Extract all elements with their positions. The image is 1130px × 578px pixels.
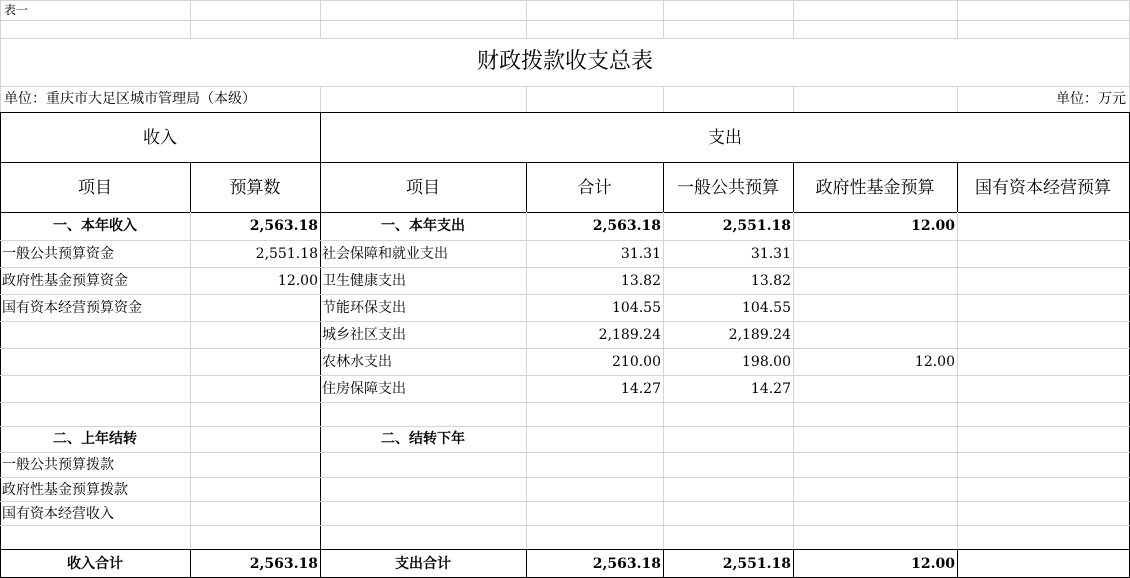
table-cell-inc-label: 国有资本经营收入 bbox=[2, 506, 114, 522]
table-cell-general: 2,189.24 bbox=[728, 327, 791, 343]
table-cell-general: 14.27 bbox=[750, 381, 791, 397]
fund-total-value: 12.00 bbox=[911, 556, 955, 572]
income-total-value: 2,563.18 bbox=[249, 556, 318, 572]
table-cell-exp-label: 社会保障和就业支出 bbox=[322, 246, 448, 262]
table-cell-total: 2,563.18 bbox=[592, 218, 661, 234]
col-header-total: 合计 bbox=[577, 178, 612, 198]
unit-right: 单位：万元 bbox=[1056, 91, 1126, 107]
table-cell-inc-label: 政府性基金预算拨款 bbox=[2, 482, 128, 498]
table-cell-exp-label: 节能环保支出 bbox=[322, 300, 406, 316]
col-header-state: 国有资本经营预算 bbox=[975, 178, 1111, 198]
table-cell-total: 14.27 bbox=[620, 381, 661, 397]
table-cell-exp-label: 城乡社区支出 bbox=[322, 327, 406, 343]
table-cell-general: 13.82 bbox=[750, 273, 791, 289]
expense-total-label: 支出合计 bbox=[395, 556, 451, 572]
income-header: 收入 bbox=[143, 128, 177, 148]
table-cell-exp-label: 一、本年支出 bbox=[381, 218, 465, 234]
table-cell-inc-label: 二、上年结转 bbox=[53, 431, 137, 447]
expense-header: 支出 bbox=[708, 128, 742, 148]
col-header-item: 项目 bbox=[78, 178, 112, 198]
table-cell-inc-value: 2,551.18 bbox=[255, 246, 318, 262]
col-header-item2: 项目 bbox=[406, 178, 440, 198]
table-cell-general: 2,551.18 bbox=[722, 218, 791, 234]
table-cell-total: 2,189.24 bbox=[598, 327, 661, 343]
table-cell-exp-label: 住房保障支出 bbox=[322, 381, 406, 397]
table-cell-total: 104.55 bbox=[612, 300, 661, 316]
table-cell-inc-label: 一、本年收入 bbox=[53, 218, 137, 234]
table-cell-general: 198.00 bbox=[742, 354, 791, 370]
table-cell-fund: 12.00 bbox=[914, 354, 955, 370]
table-cell-general: 104.55 bbox=[742, 300, 791, 316]
general-total-value: 2,551.18 bbox=[722, 556, 791, 572]
table-cell-exp-label: 二、结转下年 bbox=[381, 431, 465, 447]
table-cell-total: 13.82 bbox=[620, 273, 661, 289]
table-cell-total: 31.31 bbox=[620, 246, 661, 262]
expense-total-value: 2,563.18 bbox=[592, 556, 661, 572]
unit-left: 单位：重庆市大足区城市管理局（本级） bbox=[4, 91, 256, 107]
table-cell-inc-label: 一般公共预算拨款 bbox=[2, 457, 114, 473]
col-header-general: 一般公共预算 bbox=[677, 178, 779, 198]
income-total-label: 收入合计 bbox=[67, 556, 123, 572]
page-title: 财政拨款收支总表 bbox=[476, 49, 653, 74]
table-cell-general: 31.31 bbox=[750, 246, 791, 262]
table-cell-inc-value: 12.00 bbox=[277, 273, 318, 289]
table-cell-inc-value: 2,563.18 bbox=[249, 218, 318, 234]
table-cell-inc-label: 一般公共预算资金 bbox=[2, 246, 114, 262]
col-header-fund: 政府性基金预算 bbox=[815, 178, 935, 198]
table-cell-exp-label: 卫生健康支出 bbox=[322, 273, 406, 289]
table-cell-exp-label: 农林水支出 bbox=[322, 354, 392, 370]
table-cell-inc-label: 政府性基金预算资金 bbox=[2, 273, 128, 289]
table-cell-fund: 12.00 bbox=[911, 218, 955, 234]
sheet-label: 表一 bbox=[4, 3, 29, 17]
table-cell-inc-label: 国有资本经营预算资金 bbox=[2, 300, 142, 316]
col-header-budget: 预算数 bbox=[229, 178, 281, 198]
table-cell-total: 210.00 bbox=[612, 354, 661, 370]
